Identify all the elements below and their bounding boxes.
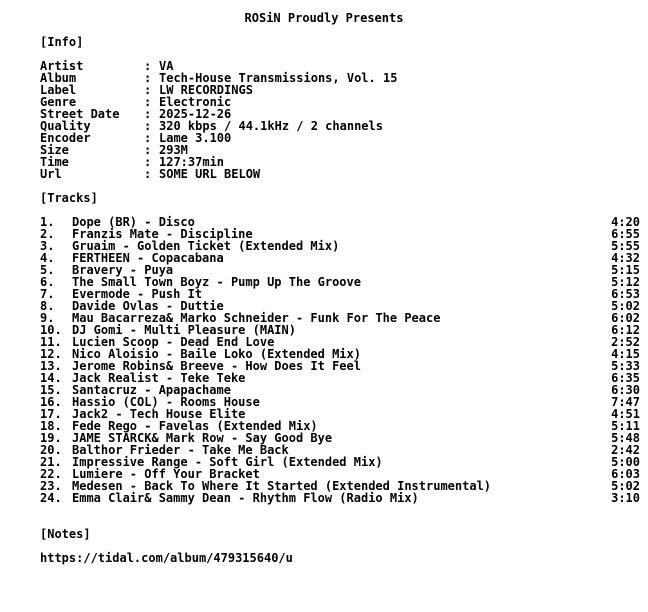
track-number: 15.: [40, 383, 62, 397]
track-number: 4.: [40, 251, 55, 265]
track-number: 22.: [40, 467, 62, 481]
track-title: Jack2 - Tech House Elite: [72, 407, 246, 421]
track-number: 17.: [40, 407, 62, 421]
track-number: 16.: [40, 395, 62, 409]
track-duration: 4:20: [611, 215, 640, 229]
page-title: ROSiN Proudly Presents: [244, 11, 404, 25]
info-value-quality: 320 kbps / 44.1kHz / 2 channels: [159, 119, 383, 133]
info-value-size: 293M: [159, 143, 188, 157]
track-duration: 2:42: [611, 443, 640, 457]
track-number: 5.: [40, 263, 55, 277]
track-duration: 5:15: [611, 263, 640, 277]
track-duration: 6:12: [611, 323, 640, 337]
track-title: Medesen - Back To Where It Started (Extended Instrumental): [72, 479, 492, 493]
track-number: 21.: [40, 455, 62, 469]
track-duration: 6:02: [611, 311, 640, 325]
info-key-label: Label: [40, 83, 77, 97]
track-number: 7.: [40, 287, 55, 301]
track-title: DJ Gomi - Multi Pleasure (MAIN): [72, 323, 296, 337]
track-number: 23.: [40, 479, 62, 493]
track-duration: 4:32: [611, 251, 640, 265]
track-duration: 4:15: [611, 347, 640, 361]
info-value-url: SOME URL BELOW: [159, 167, 261, 181]
track-duration: 5:12: [611, 275, 640, 289]
track-number: 13.: [40, 359, 62, 373]
track-title: Balthor Frieder - Take Me Back: [72, 443, 289, 457]
info-value-time: 127:37min: [159, 155, 225, 169]
track-duration: 6:35: [611, 371, 640, 385]
track-duration: 5:11: [611, 419, 640, 433]
track-title: Mau Bacarreza& Marko Schneider - Funk For The Peace: [72, 311, 441, 325]
track-duration: 5:33: [611, 359, 640, 373]
track-title: Lumiere - Off Your Bracket: [72, 467, 260, 481]
track-title: Lucien Scoop - Dead End Love: [72, 335, 275, 349]
info-separator: :: [144, 95, 152, 109]
info-value-artist: VA: [159, 59, 174, 73]
track-number: 10.: [40, 323, 62, 337]
track-number: 24.: [40, 491, 62, 505]
track-number: 9.: [40, 311, 55, 325]
track-number: 1.: [40, 215, 55, 229]
info-value-genre: Electronic: [159, 95, 232, 109]
track-duration: 7:47: [611, 395, 640, 409]
track-duration: 5:48: [611, 431, 640, 445]
info-separator: :: [144, 71, 152, 85]
track-title: Hassio (COL) - Rooms House: [72, 395, 260, 409]
track-duration: 6:53: [611, 287, 640, 301]
info-separator: :: [144, 167, 152, 181]
track-title: Fede Rego - Favelas (Extended Mix): [72, 419, 318, 433]
info-separator: :: [144, 59, 152, 73]
track-number: 2.: [40, 227, 55, 241]
track-title: FERTHEEN - Copacabana: [72, 251, 224, 265]
track-duration: 5:55: [611, 239, 640, 253]
info-key-album: Album: [40, 71, 77, 85]
track-title: Davide Ovlas - Duttie: [72, 299, 224, 313]
info-separator: :: [144, 119, 152, 133]
track-number: 8.: [40, 299, 55, 313]
track-number: 14.: [40, 371, 62, 385]
info-separator: :: [144, 83, 152, 97]
track-duration: 5:00: [611, 455, 640, 469]
info-separator: :: [144, 155, 152, 169]
info-separator: :: [144, 143, 152, 157]
track-number: 19.: [40, 431, 62, 445]
info-key-genre: Genre: [40, 95, 77, 109]
track-title: Dope (BR) - Disco: [72, 215, 195, 229]
track-title: Evermode - Push It: [72, 287, 203, 301]
info-key-quality: Quality: [40, 119, 91, 133]
track-title: Nico Aloisio - Baile Loko (Extended Mix): [72, 347, 361, 361]
track-duration: 6:03: [611, 467, 640, 481]
info-key-url: Url: [40, 167, 62, 181]
info-separator: :: [144, 107, 152, 121]
track-title: Impressive Range - Soft Girl (Extended Mix): [72, 455, 383, 469]
track-number: 11.: [40, 335, 62, 349]
info-key-encoder: Encoder: [40, 131, 91, 145]
notes-url: https://tidal.com/album/479315640/u: [40, 551, 293, 565]
track-title: Franzis Mate - Discipline: [72, 227, 253, 241]
track-title: Santacruz - Apapachame: [72, 383, 231, 397]
info-value-encoder: Lame 3.100: [159, 131, 232, 145]
info-separator: :: [144, 131, 152, 145]
track-duration: 4:51: [611, 407, 640, 421]
track-duration: 2:52: [611, 335, 640, 349]
track-number: 3.: [40, 239, 55, 253]
track-duration: 5:02: [611, 299, 640, 313]
notes-section-header: [Notes]: [40, 527, 91, 541]
track-number: 6.: [40, 275, 55, 289]
track-number: 12.: [40, 347, 62, 361]
info-key-time: Time: [40, 155, 69, 169]
track-title: Emma Clair& Sammy Dean - Rhythm Flow (Radio Mix): [72, 491, 419, 505]
track-title: The Small Town Boyz - Pump Up The Groove: [72, 275, 361, 289]
info-key-size: Size: [40, 143, 69, 157]
track-duration: 6:55: [611, 227, 640, 241]
tracks-section-header: [Tracks]: [40, 191, 98, 205]
track-title: JAME STARCK& Mark Row - Say Good Bye: [72, 431, 333, 445]
track-title: Jerome Robins& Breeve - How Does It Feel: [72, 359, 361, 373]
info-value-street-date: 2025-12-26: [159, 107, 232, 121]
info-value-album: Tech-House Transmissions, Vol. 15: [159, 71, 398, 85]
info-value-label: LW RECORDINGS: [159, 83, 253, 97]
track-duration: 6:30: [611, 383, 640, 397]
track-number: 18.: [40, 419, 62, 433]
track-duration: 3:10: [611, 491, 640, 505]
track-duration: 5:02: [611, 479, 640, 493]
info-section-header: [Info]: [40, 35, 84, 49]
track-number: 20.: [40, 443, 62, 457]
info-key-street-date: Street Date: [40, 107, 120, 121]
info-key-artist: Artist: [40, 59, 84, 73]
track-title: Gruaim - Golden Ticket (Extended Mix): [72, 239, 340, 253]
track-title: Jack Realist - Teke Teke: [72, 371, 246, 385]
track-title: Bravery - Puya: [72, 263, 174, 277]
